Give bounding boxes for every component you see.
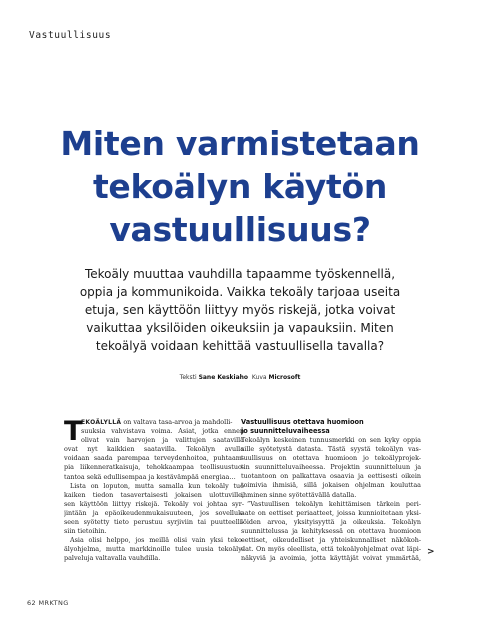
image-label: Kuva <box>251 374 267 381</box>
drop-cap: T <box>64 416 83 447</box>
article-line: löiden arvoa, yksityisyyttä ja oikeuksia. Tekoälyn <box>241 517 421 526</box>
image-credit: Microsoft <box>268 374 301 381</box>
article-line: jintään ja epäoikeudenmukaisuuteen, jos sovelluk- <box>64 508 244 517</box>
lead-in-caps: EKOÄLYLLÄ <box>81 419 122 426</box>
article-line: toimivia ihmisiä, sillä jokaisen ohjelman kouluttaa <box>241 481 421 490</box>
headline-line: Miten varmistetaan <box>60 124 420 163</box>
byline <box>0 374 480 381</box>
lead-line: vaikuttaa yksilöiden oikeuksiin ja vapauksiin. Miten <box>86 321 394 335</box>
article-line: voidaan saada parempaa terveydenhoitoa, puhtaam- <box>64 454 244 463</box>
article-line: eettiset, oikeudelliset ja yhteiskunnalliset näkökoh- <box>241 536 421 545</box>
article-line: suuksia vahvistava voima. Asiat, jotka ennen <box>81 427 244 436</box>
lead-line: tekoälyä voidaan kehittää vastuullisella tavalla? <box>95 339 385 353</box>
opening-paragraph <box>64 418 244 482</box>
article-line: ovat nyt kaikkien saatavilla. Tekoälyn avulla <box>64 445 244 454</box>
subheading-line: jo suunnitteluvaiheessa <box>241 427 330 435</box>
headline-line: tekoälyn käytön <box>92 167 388 206</box>
subheading <box>241 418 421 436</box>
article-line: siin tietoihin. <box>64 527 107 536</box>
lead-line: etuja, sen käyttöön liittyy myös riskejä, jotka voivat <box>84 303 396 317</box>
article-line: dat. On myös oleellista, että tekoälyohjelmat ovat läpi- <box>241 545 421 554</box>
subheading-line: Vastuullisuus otettava huomioon <box>241 418 364 426</box>
page-folio: 62 MRKTNG <box>27 599 69 607</box>
paragraph <box>241 500 421 564</box>
article-line: sen käyttöön liittyy riskejä. Tekoäly voi johtaa syr- <box>64 499 244 508</box>
article-line: aate on eettiset periaatteet, joissa kunnioitetaan yksi- <box>241 508 421 517</box>
lead-paragraph <box>50 265 430 355</box>
article-line: tin suunnitteluvaiheessa. Projektin suunnitteluun ja <box>241 463 421 472</box>
article-line: sille syötetystä datasta. Tästä syystä tekoälyn vas- <box>241 445 421 454</box>
article-line: ”Vastuullisen tekoälyn kehittämisen tärkein peri- <box>247 499 421 508</box>
paragraph <box>241 436 421 500</box>
article-line: palveluja valtavalla vauhdilla. <box>64 554 161 563</box>
lead-in-text: on valtava tasa-arvoa ja mahdolli- <box>121 418 233 426</box>
article-line: Asia olisi helppo, jos meillä olisi vain yksi teko- <box>70 536 244 545</box>
article-line <box>64 418 244 427</box>
article-line: olivat vain harvojen ja valittujen saatavilla <box>81 436 244 445</box>
lead-line: Tekoäly muuttaa vauhdilla tapaamme työskennellä, <box>84 267 396 281</box>
headline-line: vastuullisuus? <box>109 210 371 249</box>
article-line: näkyviä ja avoimia, jotta käyttäjät voivat ymmärtää, <box>241 554 421 563</box>
article-line: tuullisuus on otettava huomioon jo tekoälyprojek- <box>241 454 421 463</box>
article-line: tantoa sekä edullisempaa ja kestävämpää energiaa… <box>64 472 236 481</box>
headline <box>0 122 480 251</box>
article-line: Tekoälyn keskeinen tunnusmerkki on sen kyky oppia <box>241 436 421 444</box>
article-column-right <box>241 418 421 563</box>
article-column-left <box>64 418 244 564</box>
article-line: pia liikenneratkaisuja, tehokkaampaa teollisuustuo- <box>64 463 244 472</box>
article-line: Lista on loputon, mutta samalla kun tekoäly tuo <box>70 481 244 490</box>
author-name: Sane Keskiaho <box>198 374 249 381</box>
text-label: Teksti <box>179 374 197 381</box>
lead-line: oppia ja kommunikoida. Vaikka tekoäly tarjoaa useita <box>79 285 401 299</box>
article-line: suunnittelussa ja kehityksessä on otettava huomioon <box>241 526 421 535</box>
article-line: älyohjelma, mutta markkinoille tulee uusia tekoäly- <box>64 545 244 554</box>
article-line: ihminen sinne syötettävällä datalla. <box>241 490 357 499</box>
continue-arrow-icon: > <box>427 547 435 557</box>
section-label: Vastuullisuus <box>29 30 112 41</box>
paragraph <box>64 536 244 563</box>
paragraph <box>64 482 244 537</box>
article-line: seen syötetty tieto perustuu syrjiviin tai puutteelli- <box>64 518 244 527</box>
article-line: tuotantoon on palkattava osaavia ja eettisesti oikein <box>241 472 421 481</box>
article-line: kaiken tiedon tasavertaisesti jokaisen ulottuville, <box>64 490 244 499</box>
